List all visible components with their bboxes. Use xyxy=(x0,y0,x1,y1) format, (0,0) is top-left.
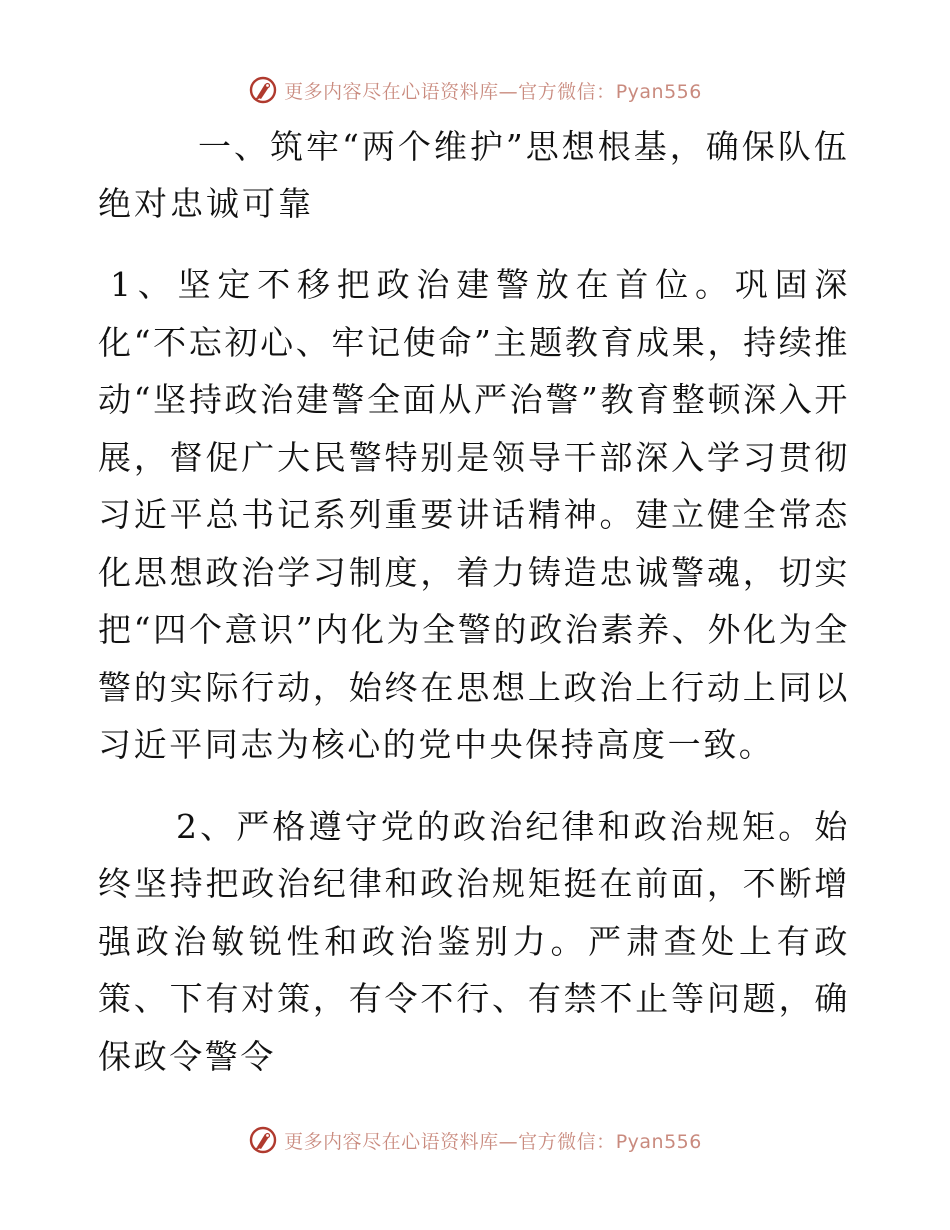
paragraph-2: 2、严格遵守党的政治纪律和政治规矩。始终坚持把政治纪律和政治规矩挺在前面，不断增强政治敏锐性和政治鉴别力。严肃查处上有政策、下有对策，有令不行、有禁不止等问题，确保政令警令 xyxy=(98,806,850,1076)
section-heading: 一、筑牢“两个维护”思想根基，确保队伍绝对忠诚可靠 xyxy=(98,127,850,223)
document-body xyxy=(98,118,850,1085)
pen-nib-logo-icon xyxy=(248,75,278,105)
header-watermark-text: 更多内容尽在心语资料库—官方微信：Pyan556 xyxy=(284,80,702,103)
paragraph-1: 1、坚定不移把政治建警放在首位。巩固深化“不忘初心、牢记使命”主题教育成果，持续推动“坚持政治建警全面从严治警”教育整顿深入开展，督促广大民警特别是领导干部深入学习贯彻习近平总书记系列重要讲话精神。建立健全常态化思想政治学习制度，着力铸造忠诚警魂，切实把“四个意识”内化为全警的政治素养、外化为全警的实际行动，始终在思想上政治上行动上同以习近平同志为核心的党中央保持高度一致。 xyxy=(98,265,850,764)
header-watermark xyxy=(0,70,950,110)
pen-nib-logo-icon xyxy=(248,1125,278,1155)
footer-watermark-text: 更多内容尽在心语资料库—官方微信：Pyan556 xyxy=(284,1130,702,1153)
footer-watermark xyxy=(0,1120,950,1160)
